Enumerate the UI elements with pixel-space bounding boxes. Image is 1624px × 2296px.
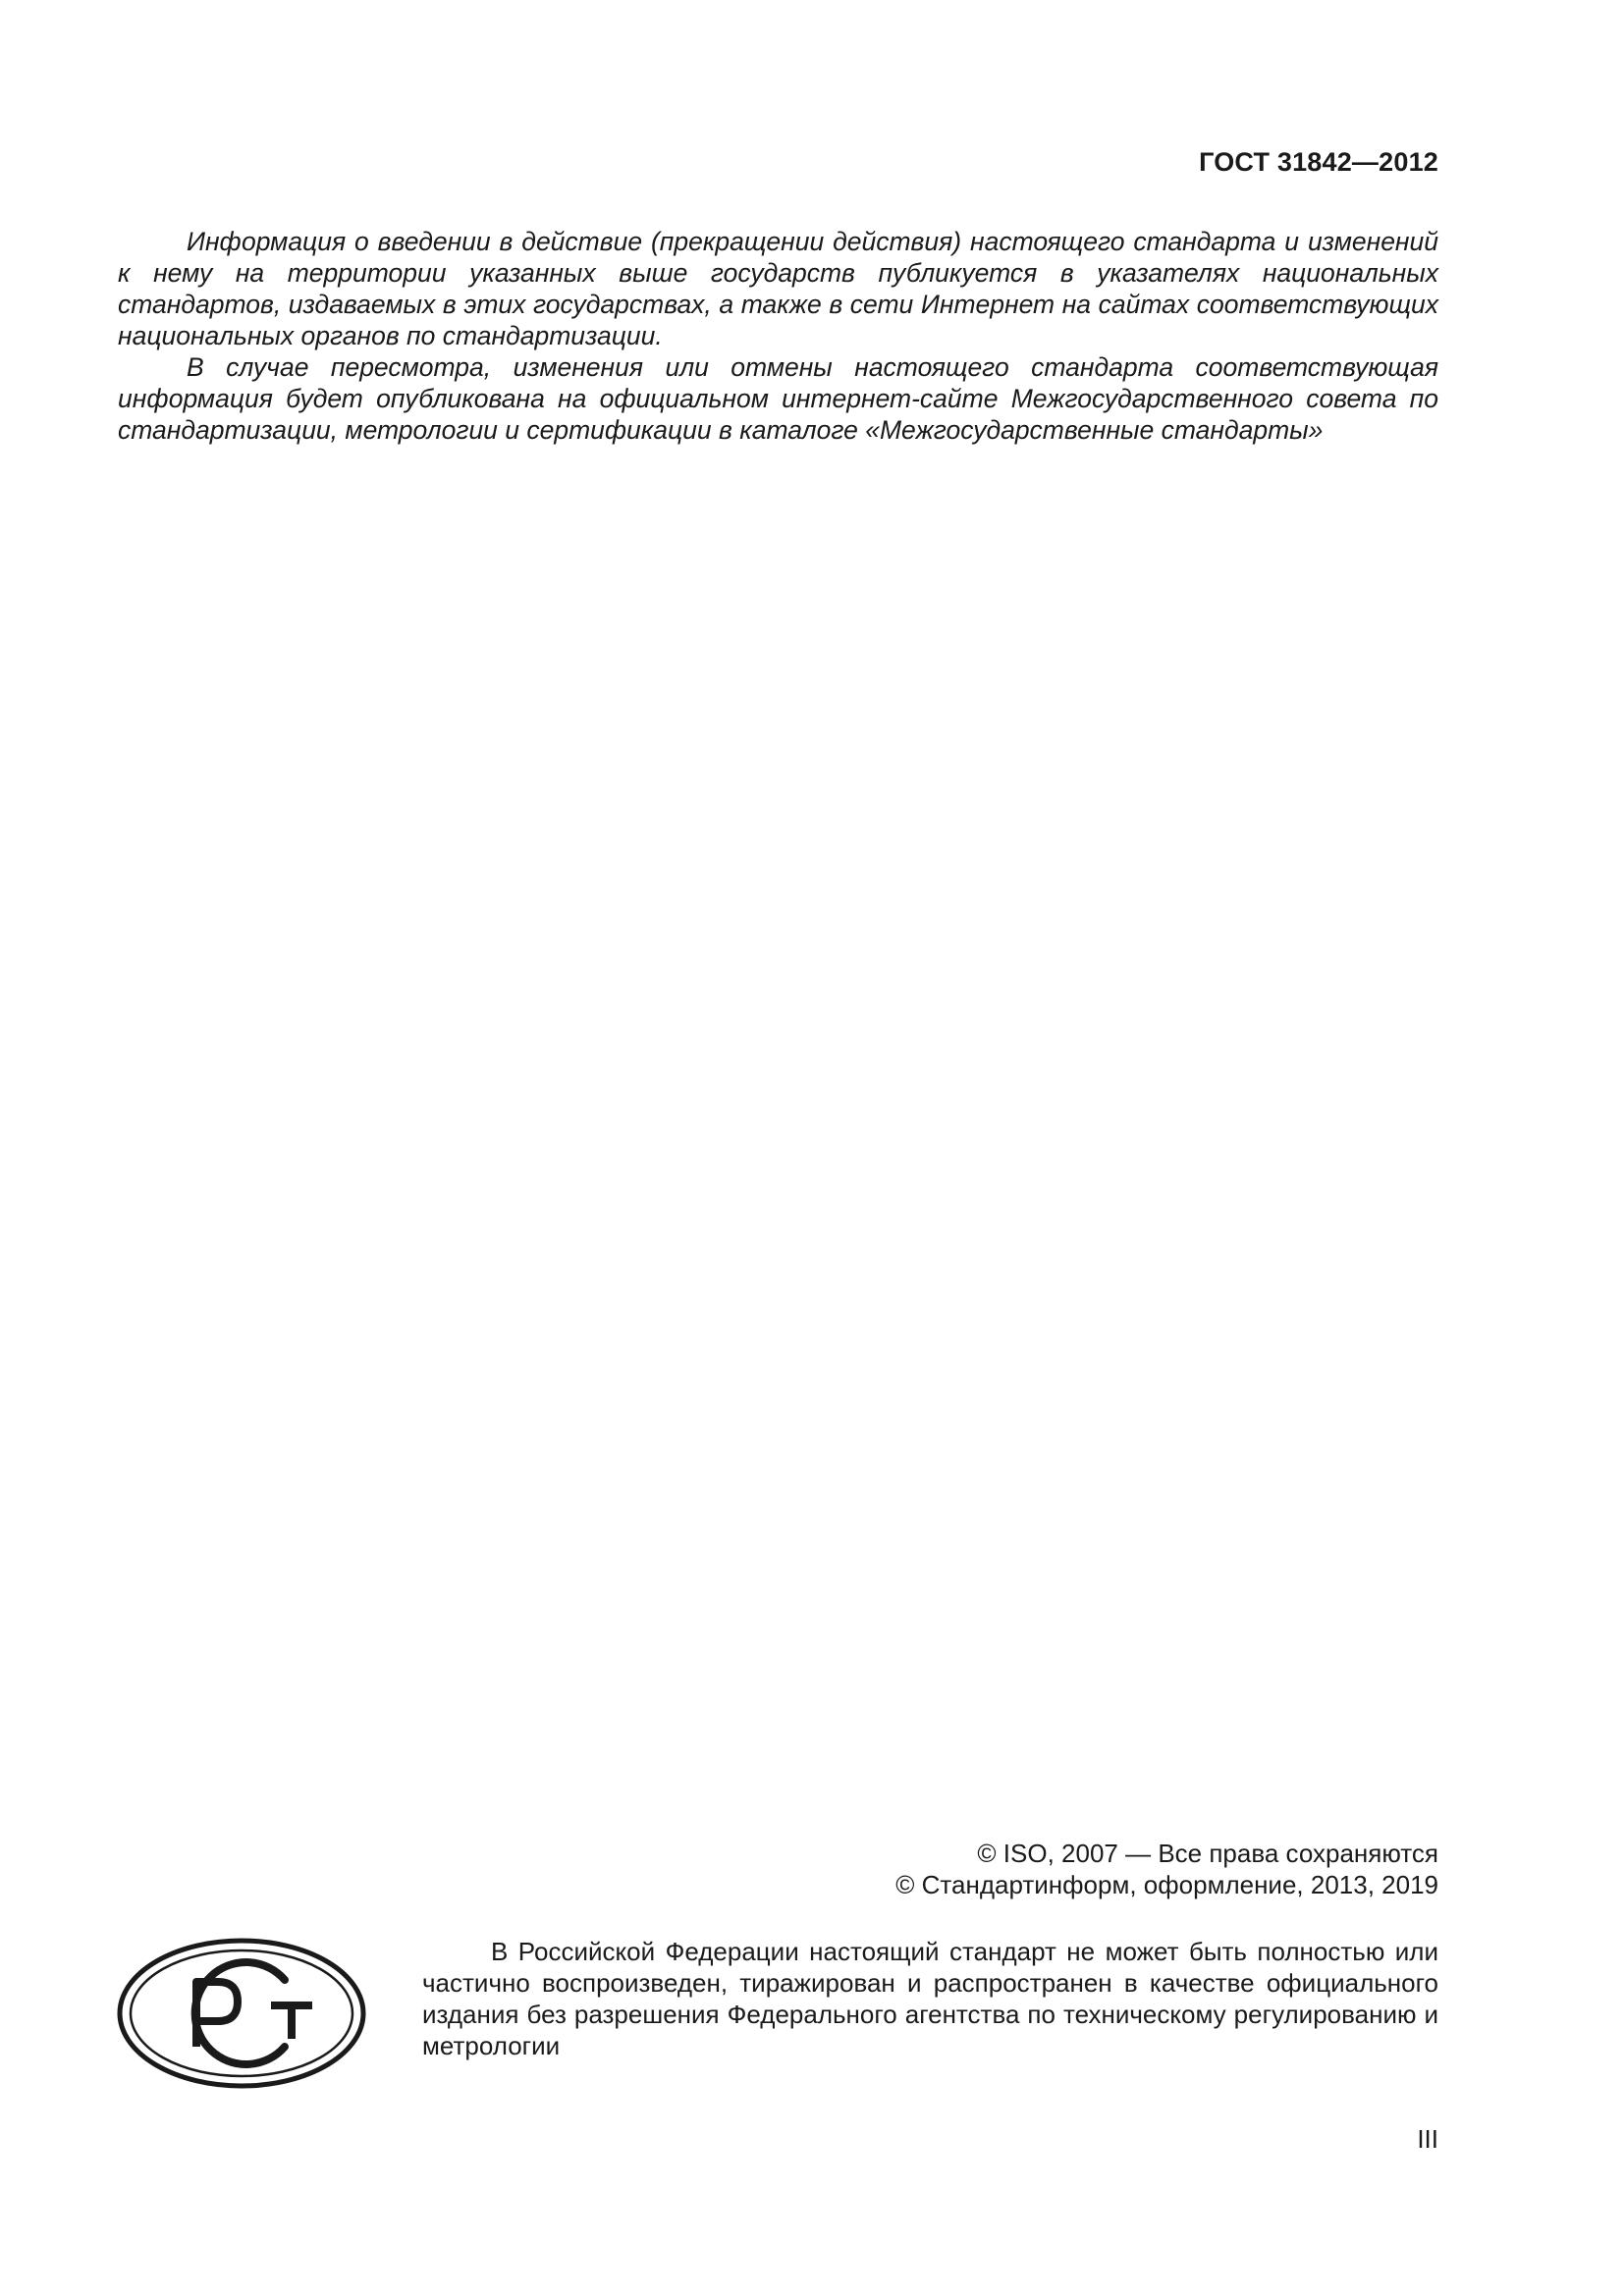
document-number: ГОСТ 31842—2012 <box>1199 147 1438 177</box>
intro-paragraph-2: В случае пересмотра, изменения или отмены настоящего стандарта соответствующая информация будет опубликована на официальном интернет-сайте Межгосударственного совета по стандартизации, метрологии и сертификации в каталоге «Межгосударственные стандарты» <box>118 352 1438 445</box>
intro-section <box>118 226 1438 446</box>
copyright-line-iso: © ISO, 2007 — Все права сохраняются <box>977 1839 1438 1868</box>
copyright-block <box>895 1838 1438 1900</box>
intro-paragraph-1: Информация о введении в действие (прекращении действия) настоящего стандарта и изменений к нему на территории указанных выше государств публикуется в указателях национальных стандартов, издаваемых в этих государствах, а также в сети Интернет на сайтах соответствующих национальных органов по стандартизации. <box>118 227 1438 350</box>
reproduction-notice-text: В Российской Федерации настоящий стандарт не может быть полностью или частично воспроизведен, тиражирован и распространен в качестве официального издания без разрешения Федерального агентства по техническому регулированию и метрологии <box>422 1937 1438 2060</box>
page-number: III <box>1417 2124 1438 2154</box>
rst-certification-mark-icon <box>116 1937 367 2090</box>
copyright-line-publisher: © Стандартинформ, оформление, 2013, 2019 <box>895 1870 1438 1899</box>
reproduction-notice <box>422 1936 1438 2061</box>
